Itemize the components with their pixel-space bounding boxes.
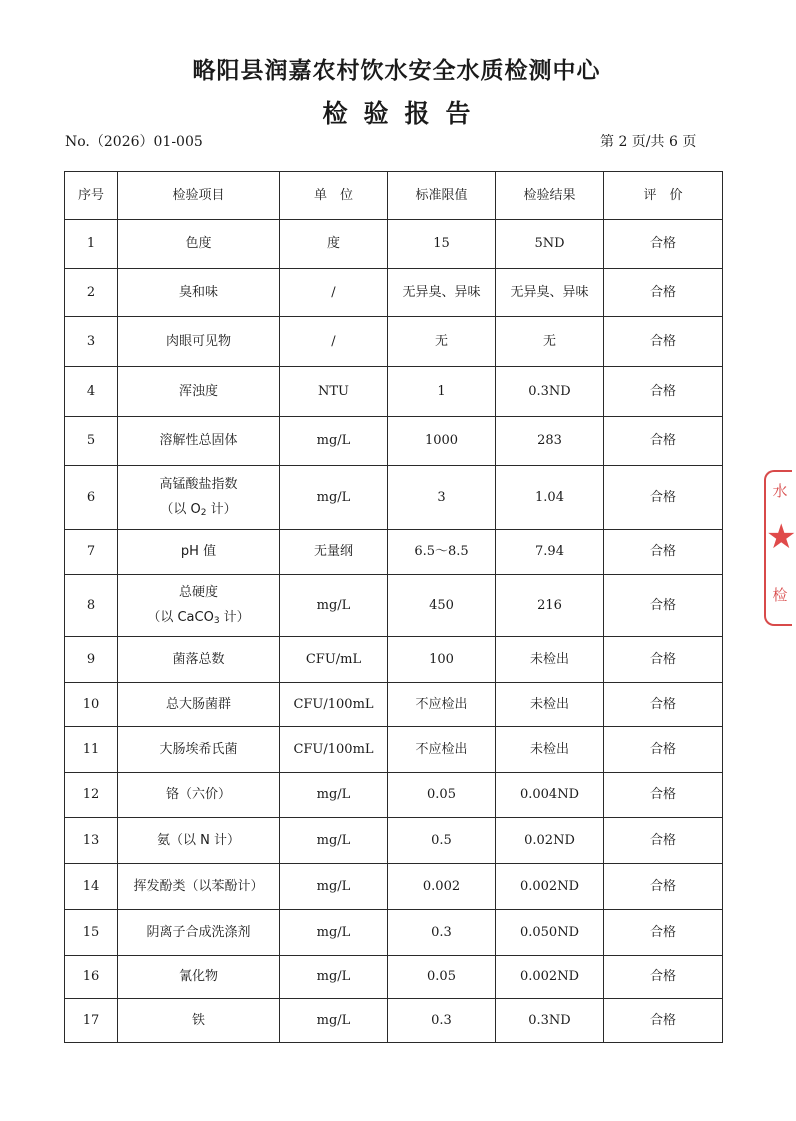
row-number: 4	[65, 367, 118, 417]
row-result: 7.94	[496, 530, 604, 575]
row-evaluation: 合格	[604, 999, 723, 1043]
row-evaluation: 合格	[604, 317, 723, 367]
row-unit: mg/L	[280, 818, 388, 864]
row-unit: mg/L	[280, 466, 388, 530]
table-row	[65, 773, 723, 818]
row-item: 铬（六价）	[118, 773, 280, 818]
table-row	[65, 466, 723, 530]
row-limit: 不应检出	[388, 683, 496, 727]
row-item: 大肠埃希氏菌	[118, 727, 280, 773]
row-result: 无	[496, 317, 604, 367]
table-header-row	[65, 172, 723, 220]
row-item-note-subscript: 3	[213, 616, 220, 627]
row-unit: mg/L	[280, 999, 388, 1043]
row-item-note-suffix: 计）	[206, 502, 237, 518]
row-evaluation: 合格	[604, 818, 723, 864]
row-unit: mg/L	[280, 910, 388, 956]
row-limit: 0.3	[388, 910, 496, 956]
row-item-note	[118, 609, 279, 627]
table-row	[65, 575, 723, 637]
org-title: 略阳县润嘉农村饮水安全水质检测中心	[192, 58, 601, 84]
row-number: 12	[65, 773, 118, 818]
table-row	[65, 999, 723, 1043]
table-row	[65, 727, 723, 773]
row-item: 色度	[118, 220, 280, 269]
col-header-limit: 标准限值	[388, 172, 496, 220]
row-result: 283	[496, 417, 604, 466]
row-number: 1	[65, 220, 118, 269]
row-result: 0.050ND	[496, 910, 604, 956]
row-item: pH 值	[118, 530, 280, 575]
row-evaluation: 合格	[604, 466, 723, 530]
row-number: 5	[65, 417, 118, 466]
row-unit: 无量纲	[280, 530, 388, 575]
row-result: 无异臭、异味	[496, 269, 604, 317]
table-row	[65, 367, 723, 417]
row-number: 10	[65, 683, 118, 727]
row-item-note-prefix: （以 CaCO	[147, 610, 214, 626]
row-result: 0.002ND	[496, 956, 604, 999]
row-unit: /	[280, 269, 388, 317]
row-number: 11	[65, 727, 118, 773]
row-result: 未检出	[496, 727, 604, 773]
row-evaluation: 合格	[604, 367, 723, 417]
row-item: 氨（以 N 计）	[118, 818, 280, 864]
row-result: 5ND	[496, 220, 604, 269]
row-number: 15	[65, 910, 118, 956]
col-header-eval: 评 价	[604, 172, 723, 220]
row-unit: NTU	[280, 367, 388, 417]
row-unit: CFU/mL	[280, 637, 388, 683]
table-row	[65, 818, 723, 864]
row-limit: 0.3	[388, 999, 496, 1043]
row-result: 0.3ND	[496, 367, 604, 417]
row-unit: mg/L	[280, 956, 388, 999]
row-item: 铁	[118, 999, 280, 1043]
table-row	[65, 910, 723, 956]
row-limit: 无异臭、异味	[388, 269, 496, 317]
row-number: 7	[65, 530, 118, 575]
row-item-note-prefix: （以 O	[160, 502, 201, 518]
row-result: 0.02ND	[496, 818, 604, 864]
table-row	[65, 956, 723, 999]
row-limit: 3	[388, 466, 496, 530]
row-evaluation: 合格	[604, 864, 723, 910]
page-number: 第 2 页/共 6 页	[600, 134, 697, 150]
row-unit: CFU/100mL	[280, 683, 388, 727]
table-row	[65, 317, 723, 367]
row-number: 17	[65, 999, 118, 1043]
row-limit: 1	[388, 367, 496, 417]
row-item-name: 总硬度	[178, 584, 218, 600]
row-number: 13	[65, 818, 118, 864]
row-evaluation: 合格	[604, 956, 723, 999]
row-evaluation: 合格	[604, 637, 723, 683]
row-number: 6	[65, 466, 118, 530]
table-row	[65, 220, 723, 269]
row-evaluation: 合格	[604, 727, 723, 773]
row-item: 溶解性总固体	[118, 417, 280, 466]
row-number: 9	[65, 637, 118, 683]
col-header-item: 检验项目	[118, 172, 280, 220]
table-body	[65, 220, 723, 1043]
row-unit: mg/L	[280, 864, 388, 910]
row-item-name: 高锰酸盐指数	[159, 476, 238, 492]
col-header-unit: 单 位	[280, 172, 388, 220]
row-number: 14	[65, 864, 118, 910]
row-unit: mg/L	[280, 575, 388, 637]
row-unit: mg/L	[280, 773, 388, 818]
row-limit: 15	[388, 220, 496, 269]
row-limit: 0.05	[388, 773, 496, 818]
row-evaluation: 合格	[604, 417, 723, 466]
row-limit: 100	[388, 637, 496, 683]
row-unit: CFU/100mL	[280, 727, 388, 773]
row-item: 浑浊度	[118, 367, 280, 417]
row-number: 16	[65, 956, 118, 999]
row-evaluation: 合格	[604, 575, 723, 637]
table-row	[65, 864, 723, 910]
row-limit: 6.5～8.5	[388, 530, 496, 575]
row-item-note-suffix: 计）	[219, 610, 250, 626]
row-item: 挥发酚类（以苯酚计）	[118, 864, 280, 910]
row-unit: 度	[280, 220, 388, 269]
table-row	[65, 530, 723, 575]
table-row	[65, 417, 723, 466]
results-table	[64, 171, 723, 1043]
row-item: 臭和味	[118, 269, 280, 317]
row-result: 未检出	[496, 683, 604, 727]
row-item: 肉眼可见物	[118, 317, 280, 367]
row-evaluation: 合格	[604, 269, 723, 317]
row-limit: 0.002	[388, 864, 496, 910]
row-result: 未检出	[496, 637, 604, 683]
row-evaluation: 合格	[604, 530, 723, 575]
row-item: 氰化物	[118, 956, 280, 999]
row-limit: 1000	[388, 417, 496, 466]
row-item: 总大肠菌群	[118, 683, 280, 727]
row-limit: 不应检出	[388, 727, 496, 773]
row-limit: 0.5	[388, 818, 496, 864]
row-limit: 无	[388, 317, 496, 367]
row-number: 3	[65, 317, 118, 367]
row-item-note-subscript: 2	[200, 508, 207, 519]
row-limit: 0.05	[388, 956, 496, 999]
col-header-result: 检验结果	[496, 172, 604, 220]
seal-star-icon: ★	[766, 517, 796, 557]
row-result: 216	[496, 575, 604, 637]
row-item-note	[118, 501, 279, 519]
row-item: 阴离子合成洗涤剂	[118, 910, 280, 956]
row-limit: 450	[388, 575, 496, 637]
row-unit: mg/L	[280, 417, 388, 466]
seal-char: 水	[772, 482, 788, 500]
row-result: 0.004ND	[496, 773, 604, 818]
row-number: 8	[65, 575, 118, 637]
col-header-no: 序号	[65, 172, 118, 220]
report-number: No.（2026）01-005	[65, 134, 203, 150]
inspection-seal	[764, 470, 796, 626]
row-item	[118, 466, 280, 530]
table-row	[65, 269, 723, 317]
row-result: 0.3ND	[496, 999, 604, 1043]
row-evaluation: 合格	[604, 683, 723, 727]
row-item: 菌落总数	[118, 637, 280, 683]
row-evaluation: 合格	[604, 220, 723, 269]
seal-char: 检	[772, 586, 788, 604]
row-number: 2	[65, 269, 118, 317]
row-result: 1.04	[496, 466, 604, 530]
row-unit: /	[280, 317, 388, 367]
row-result: 0.002ND	[496, 864, 604, 910]
table-row	[65, 637, 723, 683]
table-row	[65, 683, 723, 727]
report-title: 检验报告	[322, 99, 487, 128]
row-evaluation: 合格	[604, 910, 723, 956]
row-evaluation: 合格	[604, 773, 723, 818]
row-item	[118, 575, 280, 637]
